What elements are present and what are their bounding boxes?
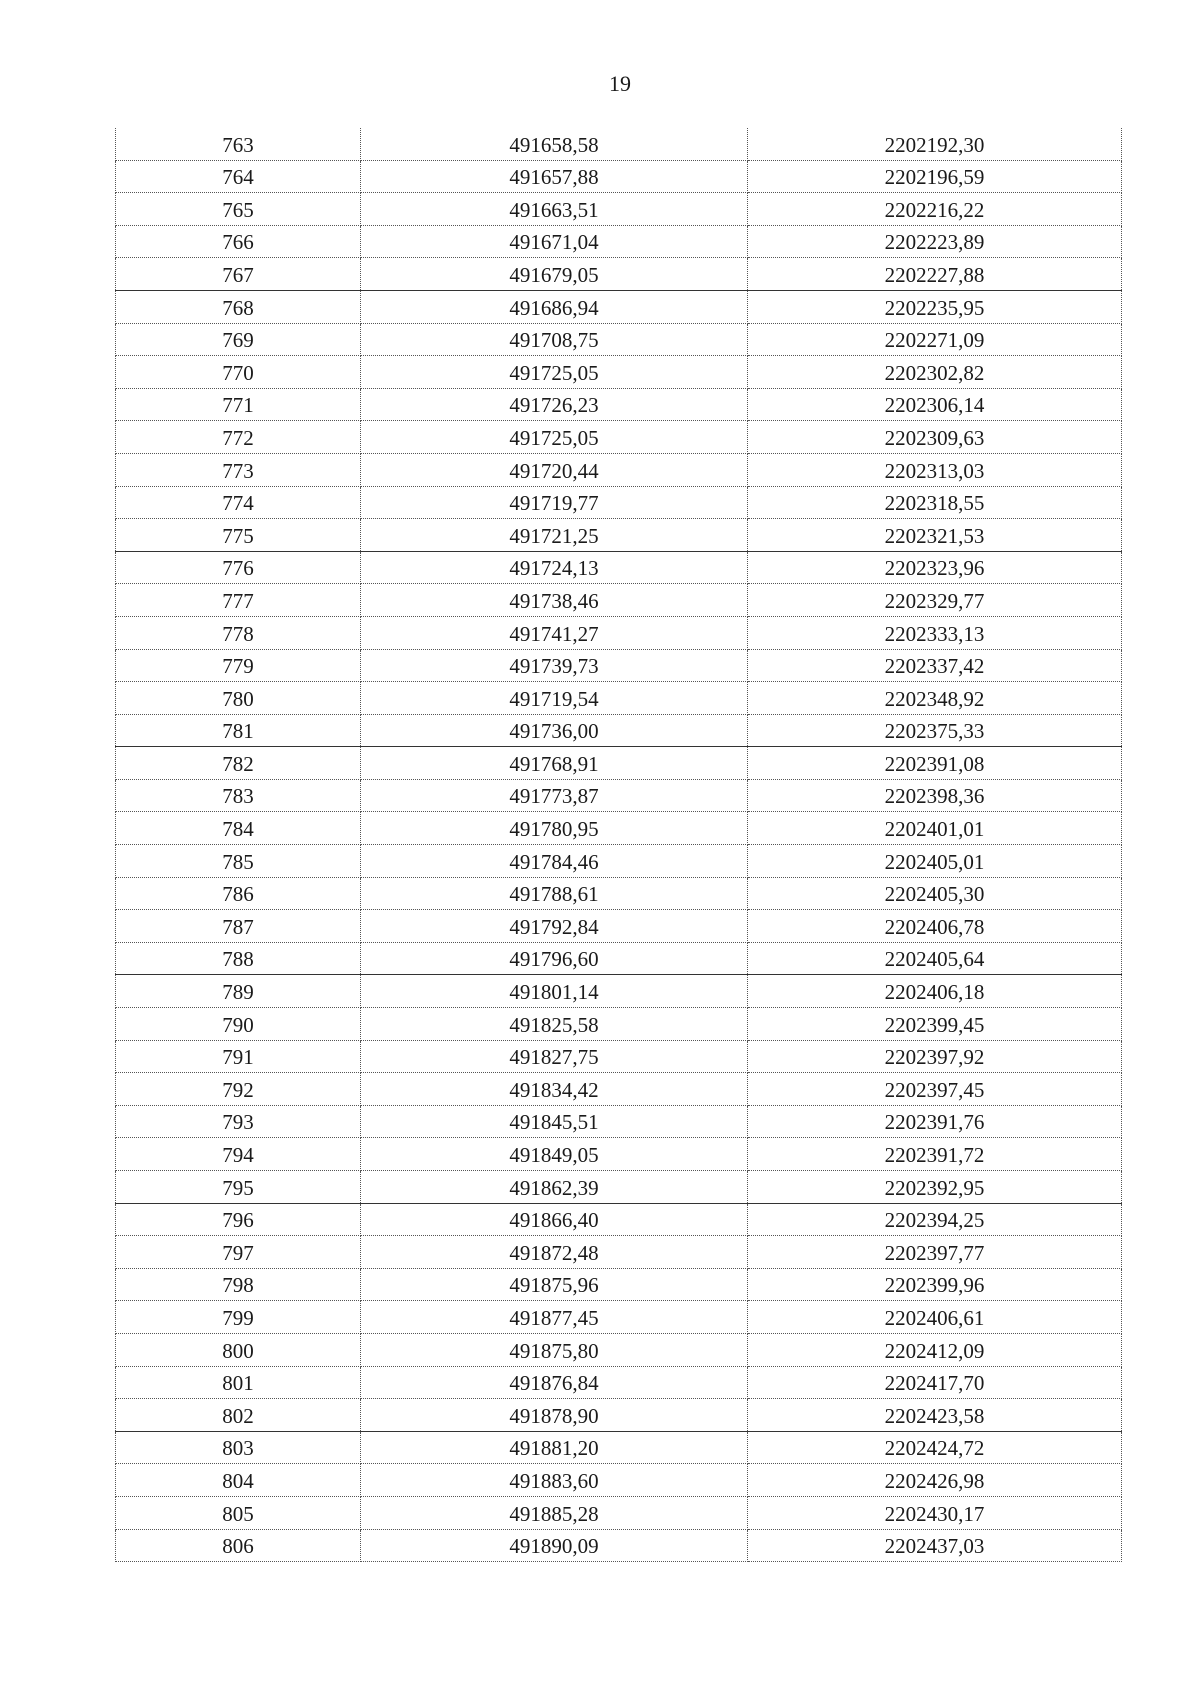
- x-coordinate-cell: 491719,77: [361, 486, 748, 519]
- table-row: [116, 1366, 1122, 1399]
- x-coordinate-cell: 491671,04: [361, 225, 748, 258]
- y-coordinate-cell: 2202318,55: [748, 486, 1122, 519]
- point-number-cell: 794: [116, 1138, 361, 1171]
- point-number-cell: 799: [116, 1301, 361, 1334]
- point-number-cell: 804: [116, 1464, 361, 1497]
- table-row: [116, 1496, 1122, 1529]
- x-coordinate-cell: 491784,46: [361, 845, 748, 878]
- point-number-cell: 790: [116, 1008, 361, 1041]
- y-coordinate-cell: 2202271,09: [748, 323, 1122, 356]
- y-coordinate-cell: 2202423,58: [748, 1399, 1122, 1432]
- point-number-cell: 782: [116, 747, 361, 780]
- x-coordinate-cell: 491736,00: [361, 714, 748, 747]
- point-number-cell: 797: [116, 1236, 361, 1269]
- point-number-cell: 766: [116, 225, 361, 258]
- x-coordinate-cell: 491788,61: [361, 877, 748, 910]
- x-coordinate-cell: 491875,80: [361, 1333, 748, 1366]
- x-coordinate-cell: 491801,14: [361, 975, 748, 1008]
- table-row: [116, 128, 1122, 160]
- x-coordinate-cell: 491773,87: [361, 779, 748, 812]
- point-number-cell: 767: [116, 258, 361, 291]
- table-row: [116, 193, 1122, 226]
- y-coordinate-cell: 2202235,95: [748, 290, 1122, 323]
- x-coordinate-cell: 491890,09: [361, 1529, 748, 1562]
- point-number-cell: 774: [116, 486, 361, 519]
- point-number-cell: 805: [116, 1496, 361, 1529]
- y-coordinate-cell: 2202321,53: [748, 519, 1122, 552]
- point-number-cell: 775: [116, 519, 361, 552]
- table-row: [116, 388, 1122, 421]
- point-number-cell: 793: [116, 1105, 361, 1138]
- y-coordinate-cell: 2202397,92: [748, 1040, 1122, 1073]
- y-coordinate-cell: 2202391,76: [748, 1105, 1122, 1138]
- y-coordinate-cell: 2202302,82: [748, 356, 1122, 389]
- x-coordinate-cell: 491708,75: [361, 323, 748, 356]
- point-number-cell: 769: [116, 323, 361, 356]
- table-row: [116, 290, 1122, 323]
- y-coordinate-cell: 2202398,36: [748, 779, 1122, 812]
- x-coordinate-cell: 491834,42: [361, 1073, 748, 1106]
- table-row: [116, 1464, 1122, 1497]
- table-row: [116, 584, 1122, 617]
- x-coordinate-cell: 491883,60: [361, 1464, 748, 1497]
- table-row: [116, 486, 1122, 519]
- x-coordinate-cell: 491885,28: [361, 1496, 748, 1529]
- x-coordinate-cell: 491849,05: [361, 1138, 748, 1171]
- table-row: [116, 160, 1122, 193]
- x-coordinate-cell: 491875,96: [361, 1268, 748, 1301]
- point-number-cell: 786: [116, 877, 361, 910]
- x-coordinate-cell: 491780,95: [361, 812, 748, 845]
- table-row: [116, 1301, 1122, 1334]
- y-coordinate-cell: 2202192,30: [748, 128, 1122, 160]
- table-row: [116, 812, 1122, 845]
- y-coordinate-cell: 2202227,88: [748, 258, 1122, 291]
- point-number-cell: 776: [116, 551, 361, 584]
- y-coordinate-cell: 2202391,08: [748, 747, 1122, 780]
- y-coordinate-cell: 2202223,89: [748, 225, 1122, 258]
- table-row: [116, 616, 1122, 649]
- table-row: [116, 453, 1122, 486]
- x-coordinate-cell: 491872,48: [361, 1236, 748, 1269]
- table-row: [116, 649, 1122, 682]
- point-number-cell: 800: [116, 1333, 361, 1366]
- x-coordinate-cell: 491725,05: [361, 356, 748, 389]
- y-coordinate-cell: 2202397,45: [748, 1073, 1122, 1106]
- x-coordinate-cell: 491862,39: [361, 1171, 748, 1204]
- y-coordinate-cell: 2202392,95: [748, 1171, 1122, 1204]
- table-row: [116, 421, 1122, 454]
- table-row: [116, 682, 1122, 715]
- table-row: [116, 1399, 1122, 1432]
- table-row: [116, 1268, 1122, 1301]
- table-row: [116, 1529, 1122, 1562]
- x-coordinate-cell: 491796,60: [361, 942, 748, 975]
- y-coordinate-cell: 2202397,77: [748, 1236, 1122, 1269]
- x-coordinate-cell: 491878,90: [361, 1399, 748, 1432]
- table-row: [116, 910, 1122, 943]
- table-row: [116, 225, 1122, 258]
- point-number-cell: 765: [116, 193, 361, 226]
- x-coordinate-cell: 491726,23: [361, 388, 748, 421]
- point-number-cell: 764: [116, 160, 361, 193]
- table-row: [116, 1073, 1122, 1106]
- x-coordinate-cell: 491724,13: [361, 551, 748, 584]
- x-coordinate-cell: 491663,51: [361, 193, 748, 226]
- table-row: [116, 779, 1122, 812]
- x-coordinate-cell: 491739,73: [361, 649, 748, 682]
- coordinates-table: [115, 128, 1122, 1562]
- x-coordinate-cell: 491719,54: [361, 682, 748, 715]
- point-number-cell: 784: [116, 812, 361, 845]
- table-row: [116, 1040, 1122, 1073]
- table-row: [116, 356, 1122, 389]
- table-row: [116, 845, 1122, 878]
- y-coordinate-cell: 2202196,59: [748, 160, 1122, 193]
- point-number-cell: 781: [116, 714, 361, 747]
- point-number-cell: 783: [116, 779, 361, 812]
- y-coordinate-cell: 2202405,64: [748, 942, 1122, 975]
- y-coordinate-cell: 2202399,96: [748, 1268, 1122, 1301]
- table-row: [116, 258, 1122, 291]
- point-number-cell: 806: [116, 1529, 361, 1562]
- y-coordinate-cell: 2202329,77: [748, 584, 1122, 617]
- table-row: [116, 747, 1122, 780]
- point-number-cell: 777: [116, 584, 361, 617]
- y-coordinate-cell: 2202313,03: [748, 453, 1122, 486]
- x-coordinate-cell: 491686,94: [361, 290, 748, 323]
- x-coordinate-cell: 491866,40: [361, 1203, 748, 1236]
- y-coordinate-cell: 2202399,45: [748, 1008, 1122, 1041]
- point-number-cell: 791: [116, 1040, 361, 1073]
- point-number-cell: 801: [116, 1366, 361, 1399]
- point-number-cell: 787: [116, 910, 361, 943]
- y-coordinate-cell: 2202394,25: [748, 1203, 1122, 1236]
- y-coordinate-cell: 2202405,01: [748, 845, 1122, 878]
- point-number-cell: 796: [116, 1203, 361, 1236]
- table-row: [116, 975, 1122, 1008]
- y-coordinate-cell: 2202401,01: [748, 812, 1122, 845]
- point-number-cell: 789: [116, 975, 361, 1008]
- point-number-cell: 798: [116, 1268, 361, 1301]
- point-number-cell: 803: [116, 1431, 361, 1464]
- table-row: [116, 1203, 1122, 1236]
- y-coordinate-cell: 2202412,09: [748, 1333, 1122, 1366]
- x-coordinate-cell: 491721,25: [361, 519, 748, 552]
- table-row: [116, 323, 1122, 356]
- x-coordinate-cell: 491741,27: [361, 616, 748, 649]
- y-coordinate-cell: 2202424,72: [748, 1431, 1122, 1464]
- x-coordinate-cell: 491725,05: [361, 421, 748, 454]
- y-coordinate-cell: 2202430,17: [748, 1496, 1122, 1529]
- y-coordinate-cell: 2202216,22: [748, 193, 1122, 226]
- point-number-cell: 802: [116, 1399, 361, 1432]
- table-row: [116, 1138, 1122, 1171]
- point-number-cell: 768: [116, 290, 361, 323]
- x-coordinate-cell: 491825,58: [361, 1008, 748, 1041]
- table-row: [116, 1105, 1122, 1138]
- y-coordinate-cell: 2202417,70: [748, 1366, 1122, 1399]
- table-row: [116, 1333, 1122, 1366]
- x-coordinate-cell: 491738,46: [361, 584, 748, 617]
- y-coordinate-cell: 2202337,42: [748, 649, 1122, 682]
- point-number-cell: 773: [116, 453, 361, 486]
- page-number: 19: [609, 71, 631, 96]
- x-coordinate-cell: 491768,91: [361, 747, 748, 780]
- table-row: [116, 1431, 1122, 1464]
- y-coordinate-cell: 2202391,72: [748, 1138, 1122, 1171]
- y-coordinate-cell: 2202406,78: [748, 910, 1122, 943]
- x-coordinate-cell: 491845,51: [361, 1105, 748, 1138]
- x-coordinate-cell: 491877,45: [361, 1301, 748, 1334]
- y-coordinate-cell: 2202323,96: [748, 551, 1122, 584]
- point-number-cell: 780: [116, 682, 361, 715]
- point-number-cell: 788: [116, 942, 361, 975]
- y-coordinate-cell: 2202306,14: [748, 388, 1122, 421]
- x-coordinate-cell: 491720,44: [361, 453, 748, 486]
- table-row: [116, 1236, 1122, 1269]
- y-coordinate-cell: 2202309,63: [748, 421, 1122, 454]
- point-number-cell: 778: [116, 616, 361, 649]
- table-row: [116, 551, 1122, 584]
- y-coordinate-cell: 2202333,13: [748, 616, 1122, 649]
- table-row: [116, 1008, 1122, 1041]
- table-row: [116, 1171, 1122, 1204]
- point-number-cell: 785: [116, 845, 361, 878]
- y-coordinate-cell: 2202405,30: [748, 877, 1122, 910]
- x-coordinate-cell: 491657,88: [361, 160, 748, 193]
- point-number-cell: 792: [116, 1073, 361, 1106]
- point-number-cell: 795: [116, 1171, 361, 1204]
- x-coordinate-cell: 491658,58: [361, 128, 748, 160]
- table-row: [116, 877, 1122, 910]
- y-coordinate-cell: 2202437,03: [748, 1529, 1122, 1562]
- point-number-cell: 779: [116, 649, 361, 682]
- point-number-cell: 772: [116, 421, 361, 454]
- y-coordinate-cell: 2202348,92: [748, 682, 1122, 715]
- y-coordinate-cell: 2202375,33: [748, 714, 1122, 747]
- x-coordinate-cell: 491792,84: [361, 910, 748, 943]
- x-coordinate-cell: 491827,75: [361, 1040, 748, 1073]
- x-coordinate-cell: 491876,84: [361, 1366, 748, 1399]
- point-number-cell: 763: [116, 128, 361, 160]
- table-row: [116, 519, 1122, 552]
- y-coordinate-cell: 2202406,61: [748, 1301, 1122, 1334]
- point-number-cell: 770: [116, 356, 361, 389]
- y-coordinate-cell: 2202406,18: [748, 975, 1122, 1008]
- y-coordinate-cell: 2202426,98: [748, 1464, 1122, 1497]
- x-coordinate-cell: 491679,05: [361, 258, 748, 291]
- x-coordinate-cell: 491881,20: [361, 1431, 748, 1464]
- point-number-cell: 771: [116, 388, 361, 421]
- table-row: [116, 714, 1122, 747]
- table-row: [116, 942, 1122, 975]
- coordinates-table-body: [116, 128, 1122, 1562]
